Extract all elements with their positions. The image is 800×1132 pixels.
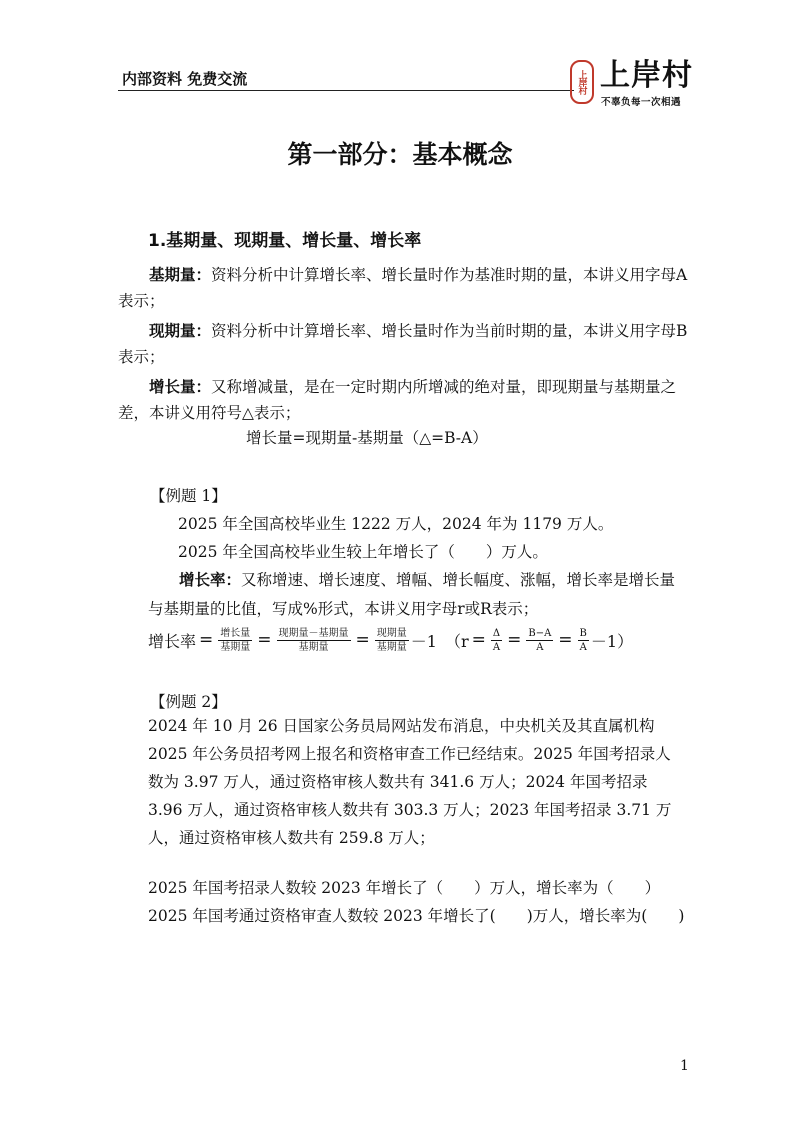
minus-one: －1 xyxy=(410,631,437,651)
denominator: A xyxy=(492,641,501,653)
growth-rate-formula xyxy=(148,620,633,660)
equals-sign: = xyxy=(199,630,214,650)
definition-growth-amount xyxy=(118,374,700,426)
denominator: 基期量 xyxy=(220,641,251,653)
definition-colon: ： xyxy=(225,571,242,589)
definition-colon: ： xyxy=(195,378,212,396)
fraction xyxy=(375,627,409,654)
definition-growth-rate xyxy=(148,566,688,624)
logo-slogan: 不辜负每一次相遇 xyxy=(601,97,682,108)
logo-seal-text: 上岸村 xyxy=(576,70,587,94)
definition-colon: ： xyxy=(195,266,212,284)
numerator: 现期量 xyxy=(376,627,407,639)
fraction xyxy=(218,627,252,654)
example-label: 【例题 1】 xyxy=(150,487,227,505)
definition-text: 资料分析中计算增长率、增长量时作为当前时期的量，本讲义用字母B表示； xyxy=(118,322,688,366)
fraction xyxy=(491,627,502,654)
equals-sign: = xyxy=(471,630,486,650)
numerator: 现期量－基期量 xyxy=(278,627,349,639)
equals-sign: = xyxy=(355,630,370,650)
definition-text: 又称增减量，是在一定时期内所增减的绝对量，即现期量与基期量之差，本讲义用符号△表示； xyxy=(118,378,677,422)
numerator: B−A xyxy=(528,627,552,639)
fraction xyxy=(578,627,589,654)
fraction xyxy=(277,627,351,654)
header-left-text: 内部资料 免费交流 xyxy=(122,70,248,88)
denominator: 基期量 xyxy=(298,641,329,653)
example-question: 2025 年全国高校毕业生较上年增长了（ ）万人。 xyxy=(178,543,548,561)
equals-sign: = xyxy=(507,630,522,650)
example-question: 2025 年国考招录人数较 2023 年增长了（ ）万人，增长率为（ ） xyxy=(148,879,661,897)
paren-open: （r xyxy=(444,631,469,651)
fraction xyxy=(526,627,553,654)
definition-text: 又称增速、增长速度、增幅、增长幅度、涨幅，增长率是增长量与基期量的比值，写成%形式，本讲义用字母r或R表示； xyxy=(148,571,676,618)
denominator: 基期量 xyxy=(376,641,407,653)
definition-colon: ： xyxy=(195,322,212,340)
example-label: 【例题 2】 xyxy=(150,693,227,711)
numerator: B xyxy=(579,627,587,639)
denominator: A xyxy=(536,641,544,653)
definition-text: 资料分析中计算增长率、增长量时作为基准时期的量，本讲义用字母A表示； xyxy=(118,266,688,310)
section-heading: 1.基期量、现期量、增长量、增长率 xyxy=(148,231,422,251)
logo-name: 上岸村 xyxy=(600,58,693,93)
definition-term: 基期量 xyxy=(149,266,196,284)
denominator: A xyxy=(579,641,587,653)
example-question: 2025 年国考通过资格审查人数较 2023 年增长了( )万人，增长率为( ) xyxy=(148,907,685,925)
definition-term: 增长率 xyxy=(179,571,226,589)
definition-base-quantity xyxy=(118,262,700,314)
equals-sign: = xyxy=(558,630,573,650)
growth-amount-formula: 增长量=现期量-基期量（△=B-A） xyxy=(246,429,488,447)
example-text: 2025 年全国高校毕业生 1222 万人，2024 年为 1179 万人。 xyxy=(178,515,614,533)
page-number: 1 xyxy=(680,1058,689,1074)
definition-current-quantity xyxy=(118,318,700,370)
equals-sign: = xyxy=(257,630,272,650)
example-text: 2024 年 10 月 26 日国家公务员局网站发布消息，中央机关及其直属机构 2025 年公务员招考网上报名和资格审查工作已经结束。2025 年国考招录人数为 3.97 万人，通过资格审核人数共有 341.6 万人；2024 年国考招录 3.96 万人，通过资格审核人数共有 303.3 万人；2023 年国考招录 3.71 万人，通过资格审核人数共有 259.8 万人； xyxy=(148,717,672,847)
header-divider xyxy=(118,90,574,91)
numerator: Δ xyxy=(492,627,501,639)
logo-seal-icon xyxy=(570,60,594,104)
definition-term: 增长量 xyxy=(149,378,196,396)
page-title: 第一部分：基本概念 xyxy=(287,140,513,169)
definition-term: 现期量 xyxy=(149,322,196,340)
paren-close: －1） xyxy=(590,631,634,651)
formula-lhs: 增长率 xyxy=(148,631,197,651)
numerator: 增长量 xyxy=(220,627,251,639)
